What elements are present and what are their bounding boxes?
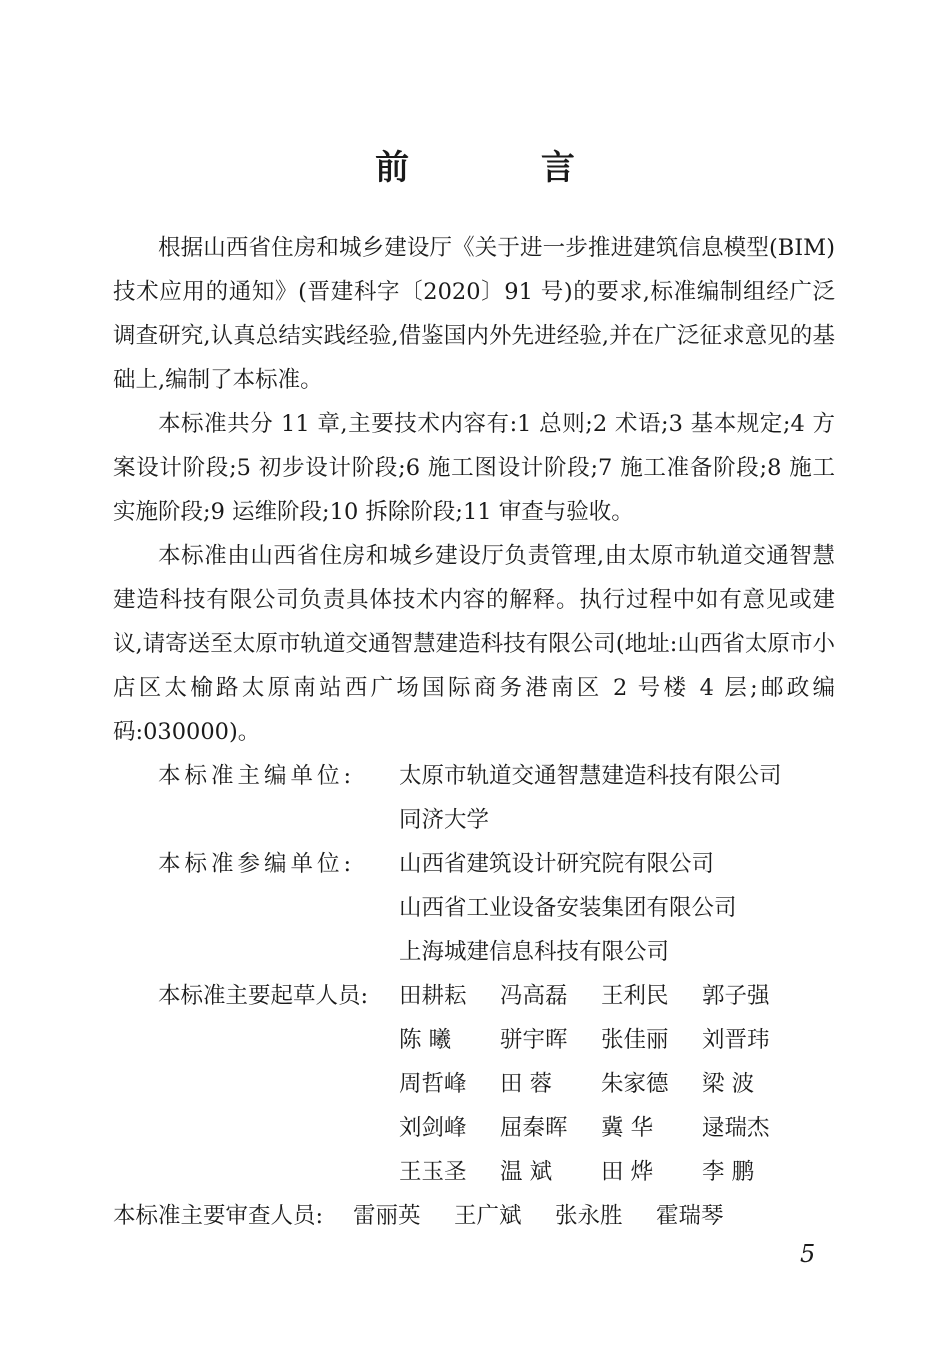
co-units-label: 本标准参编单位: [158,851,356,877]
drafter-name: 朱家德 [601,1071,669,1097]
page-title: 前 言 [375,148,635,188]
chief-unit-label: 本标准主编单位: [158,763,356,789]
paragraph-contents: 本标准共分 11 章,主要技术内容有:1 总则;2 术语;3 基本规定;4 方案设计阶段;5 初步设计阶段;6 施工图设计阶段;7 施工准备阶段;8 施工实施阶段;9 运维阶段;10 拆除阶段;11 审查与验收。 [113,411,835,525]
co-unit-name: 山西省工业设备安装集团有限公司 [399,895,737,921]
credits-list [113,754,835,1238]
drafter-name: 梁 波 [702,1071,755,1097]
drafter-name: 田 烨 [601,1159,654,1185]
drafter-name: 骈宇晖 [500,1027,568,1053]
drafter-name: 冀 华 [601,1115,654,1141]
chief-unit-row [113,754,835,842]
drafter-name: 郭子强 [702,983,770,1009]
co-unit-name: 山西省建筑设计研究院有限公司 [399,851,715,877]
paragraph-basis: 根据山西省住房和城乡建设厅《关于进一步推进建筑信息模型(BIM)技术应用的通知》(晋建科字〔2020〕91 号)的要求,标准编制组经广泛调查研究,认真总结实践经验,借鉴国内外先进经验,并在广泛征求意见的基础上,编制了本标准。 [113,235,835,393]
drafter-name: 温 斌 [500,1159,553,1185]
drafter-name: 刘晋玮 [702,1027,770,1053]
paragraph-management: 本标准由山西省住房和城乡建设厅负责管理,由太原市轨道交通智慧建造科技有限公司负责具体技术内容的解释。执行过程中如有意见或建议,请寄送至太原市轨道交通智慧建造科技有限公司(地址:山西省太原市小店区太榆路太原南站西广场国际商务港南区 2 号楼 4 层;邮政编码:030000)。 [113,543,835,745]
reviewers-label: 本标准主要审查人员: [113,1203,324,1229]
drafter-name: 田 蓉 [500,1071,553,1097]
drafter-name: 周哲峰 [399,1071,467,1097]
drafter-name: 逯瑞杰 [702,1115,770,1141]
drafter-name: 冯高磊 [500,983,568,1009]
drafter-name: 王玉圣 [399,1159,467,1185]
drafter-name: 屈秦晖 [500,1115,568,1141]
chief-unit-name: 同济大学 [399,807,490,833]
reviewer-name: 雷丽英 [353,1203,421,1229]
drafters-row [113,974,835,1194]
drafter-name: 田耕耘 [399,983,467,1009]
chief-unit-name: 太原市轨道交通智慧建造科技有限公司 [399,763,782,789]
drafter-name: 李 鹏 [702,1159,755,1185]
drafter-name: 刘剑峰 [399,1115,467,1141]
preface-body [113,226,835,1238]
co-units-row [113,842,835,974]
reviewer-name: 张永胜 [555,1203,623,1229]
reviewers-names [353,1194,835,1238]
co-unit-name: 上海城建信息科技有限公司 [399,939,670,965]
reviewer-name: 王广斌 [454,1203,522,1229]
page-number: 5 [800,1240,816,1268]
reviewers-row [113,1194,835,1238]
reviewer-name: 霍瑞琴 [656,1203,724,1229]
drafters-label: 本标准主要起草人员: [158,983,369,1009]
drafter-name: 王利民 [601,983,669,1009]
drafter-name: 张佳丽 [601,1027,669,1053]
drafter-name: 陈 曦 [399,1027,452,1053]
drafters-names [399,974,835,1194]
